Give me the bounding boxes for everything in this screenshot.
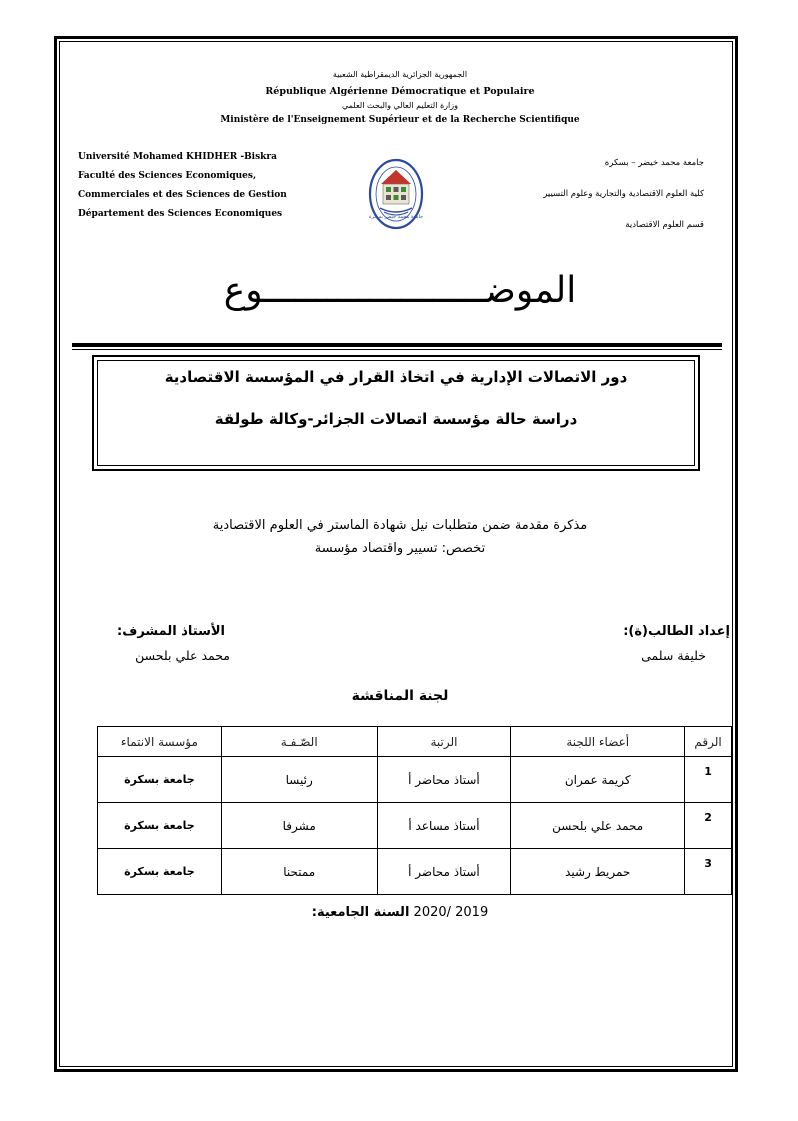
cell-rank: أستاذ مساعد أ	[377, 803, 511, 849]
faculty-fr-line: Faculté des Sciences Economiques,	[78, 171, 257, 181]
cell-institution: جامعة بسكرة	[98, 803, 222, 849]
header-num: الرقم	[685, 727, 732, 757]
academic-year-label: السنة الجامعية:	[311, 905, 410, 920]
faculty-fr-line-2: Commerciales et des Sciences de Gestion	[78, 190, 287, 200]
student-name: خليفة سلمى	[641, 648, 706, 663]
cell-role: مشرفا	[221, 803, 377, 849]
university-fr-block	[78, 148, 287, 224]
academic-year	[300, 905, 500, 920]
cell-institution: جامعة بسكرة	[98, 849, 222, 895]
header-institution: مؤسسة الانتماء	[98, 727, 222, 757]
ministry-ar: وزارة التعليم العالي والبحث العلمي	[342, 101, 458, 110]
university-fr-line: Université Mohamed KHIDHER -Biskra	[78, 152, 277, 162]
table-row	[98, 803, 732, 849]
header-member: أعضاء اللجنة	[511, 727, 685, 757]
department-ar-line: قسم العلوم الاقتصادية	[625, 220, 704, 230]
cell-member: محمد علي بلحسن	[511, 803, 685, 849]
cell-num: 3	[685, 849, 732, 895]
academic-year-value: 2020/ 2019	[413, 905, 489, 920]
logo-caption: جامعة محمد خيضر بسكرة	[368, 214, 424, 220]
thesis-title: دور الاتصالات الإدارية في اتخاذ القرار في المؤسسة الاقتصادية	[164, 368, 628, 386]
supervisor-name: محمد علي بلحسن	[135, 648, 230, 663]
cell-rank: أستاذ محاضر أ	[377, 757, 511, 803]
case-study-title: دراسة حالة مؤسسة اتصالات الجزائر-وكالة طولقة	[214, 410, 578, 428]
cell-num: 1	[685, 757, 732, 803]
cell-num: 2	[685, 803, 732, 849]
ministry-fr: Ministère de l'Enseignement Supérieur et de la Recherche Scientifique	[220, 115, 580, 125]
memo-description: مذكرة مقدمة ضمن متطلبات نيل شهادة الماستر في العلوم الاقتصادية	[212, 518, 588, 533]
committee-table	[97, 726, 732, 895]
table-row	[98, 757, 732, 803]
republic-ar: الجمهورية الجزائرية الديمقراطية الشعبية	[332, 70, 468, 79]
university-ar-block	[543, 148, 704, 241]
committee-title: لجنة المناقشة	[351, 688, 449, 704]
university-ar-line: جامعة محمد خيضر – بسكرة	[604, 158, 704, 168]
separator-thick	[72, 343, 722, 347]
cell-institution: جامعة بسكرة	[98, 757, 222, 803]
department-fr-line: Département des Sciences Economiques	[78, 209, 283, 219]
cell-rank: أستاذ محاضر أ	[377, 849, 511, 895]
subject-heading: الموضـــــــــــــــــــــوع	[223, 270, 577, 311]
student-label: إعداد الطالب(ة):	[623, 624, 730, 639]
cell-member: حمريط رشيد	[511, 849, 685, 895]
table-row	[98, 849, 732, 895]
cell-role: ممتحنا	[221, 849, 377, 895]
committee-header-row	[98, 727, 732, 757]
specialization: تخصص: تسيير واقتصاد مؤسسة	[314, 541, 486, 556]
separator-thin	[72, 349, 722, 350]
cell-member: كريمة عمران	[511, 757, 685, 803]
republic-fr: République Algérienne Démocratique et Populaire	[265, 86, 535, 97]
faculty-ar-line: كلية العلوم الاقتصادية والتجارية وعلوم التسيير	[543, 189, 704, 199]
supervisor-label: الأستاذ المشرف:	[117, 624, 225, 639]
header-role: الصّـفـة	[221, 727, 377, 757]
cell-role: رئيسا	[221, 757, 377, 803]
header-rank: الرتبة	[377, 727, 511, 757]
